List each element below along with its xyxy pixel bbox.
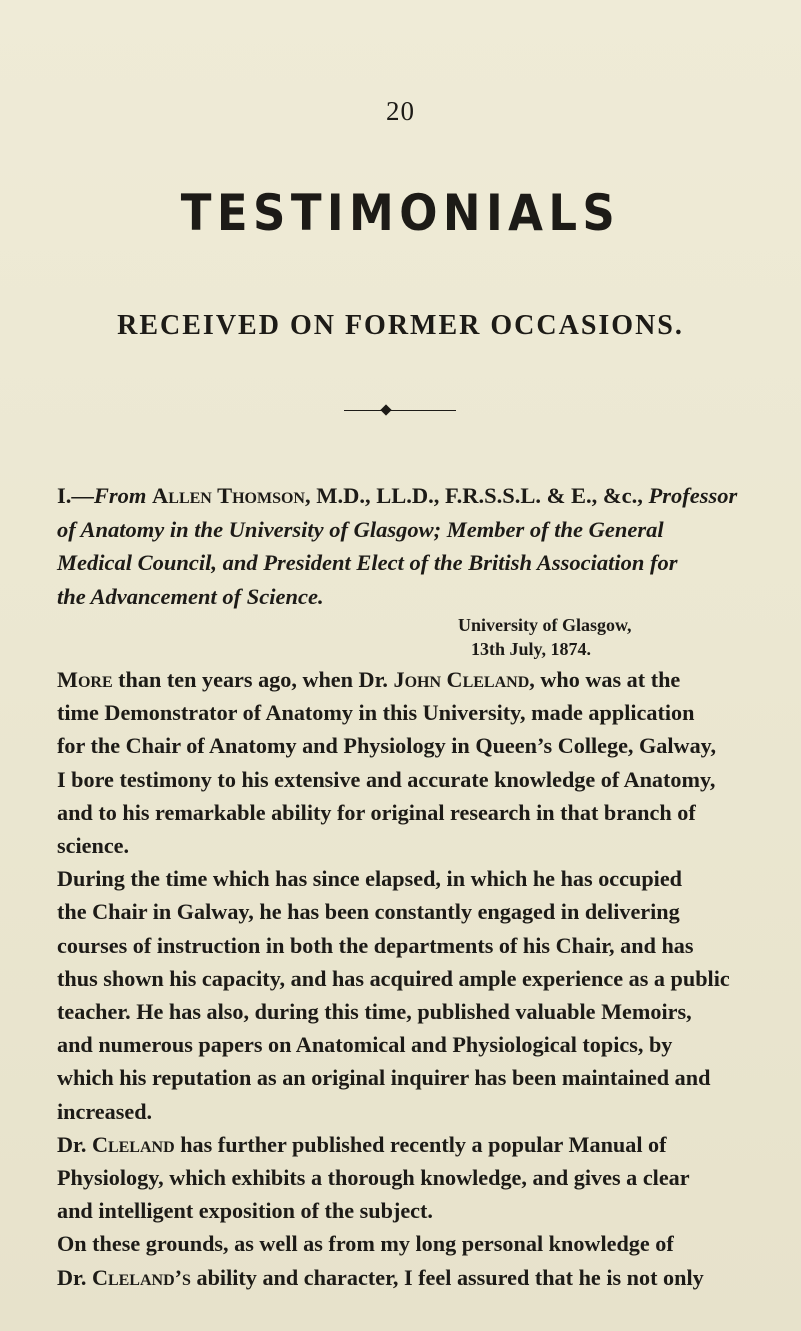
text-line bbox=[57, 1261, 769, 1294]
text-line: and numerous papers on Anatomical and Physiological topics, by bbox=[57, 1032, 673, 1058]
text-line: teacher. He has also, during this time, published valuable Memoirs, bbox=[57, 999, 692, 1025]
text-fragment: Dr. bbox=[57, 1264, 92, 1290]
testimonial-author: Allen Thomson bbox=[152, 483, 305, 508]
page-number: 20 bbox=[386, 96, 415, 126]
text-line: for the Chair of Anatomy and Physiology in Queen’s College, Galway, bbox=[57, 733, 717, 759]
letter-dateline bbox=[458, 613, 758, 661]
text-fragment: , who was at the bbox=[529, 667, 681, 692]
paragraph-lead-word: More bbox=[57, 667, 113, 692]
author-role-line-2: of Anatomy in the University of Glasgow; Member of the General bbox=[57, 516, 664, 542]
divider-ornament bbox=[344, 404, 456, 416]
text-line: and intelligent exposition of the subject. bbox=[57, 1198, 433, 1224]
text-line: and to his remarkable ability for original research in that branch of bbox=[57, 799, 696, 825]
text-line: During the time which has since elapsed, in which he has occupied bbox=[57, 866, 683, 892]
text-fragment: ability and character, I feel assured that he is not only bbox=[190, 1264, 704, 1290]
author-role-line-1: Professor bbox=[642, 483, 738, 508]
text-line: Physiology, which exhibits a thorough knowledge, and gives a clear bbox=[57, 1165, 690, 1191]
person-name: Cleland bbox=[91, 1131, 175, 1157]
paragraph-1 bbox=[57, 663, 769, 862]
letter-date: 13th July, 1874. bbox=[471, 639, 592, 659]
paragraph-3 bbox=[57, 1128, 769, 1228]
text-line: thus shown his capacity, and has acquired ample experience as a public bbox=[57, 965, 730, 991]
text-line: science. bbox=[57, 833, 130, 859]
letter-place: University of Glasgow, bbox=[458, 615, 632, 635]
paragraph-2 bbox=[57, 862, 769, 1128]
author-role-line-4: the Advancement of Science. bbox=[57, 583, 324, 609]
person-name: John Cleland bbox=[393, 667, 530, 692]
diamond-icon bbox=[380, 404, 391, 415]
text-line bbox=[57, 1128, 769, 1161]
page-subtitle: RECEIVED ON FORMER OCCASIONS. bbox=[117, 310, 684, 341]
text-fragment: has further published recently a popular Manual of bbox=[174, 1131, 667, 1157]
text-line: On these grounds, as well as from my long personal knowledge of bbox=[57, 1231, 674, 1257]
from-label: From bbox=[93, 483, 147, 508]
text-line: time Demonstrator of Anatomy in this University, made application bbox=[57, 700, 695, 726]
paragraph-4 bbox=[57, 1227, 769, 1293]
text-fragment: Dr. bbox=[57, 1131, 92, 1157]
text-line: the Chair in Galway, he has been constantly engaged in delivering bbox=[57, 899, 680, 925]
testimonial-body bbox=[57, 663, 769, 1294]
person-name: Cleland’s bbox=[91, 1264, 191, 1290]
text-line: courses of instruction in both the departments of his Chair, and has bbox=[57, 932, 694, 958]
author-credentials: , M.D., LL.D., F.R.S.S.L. & E., &c., bbox=[304, 483, 643, 508]
text-line: which his reputation as an original inquirer has been maintained and bbox=[57, 1065, 711, 1091]
testimonial-number: I.— bbox=[57, 483, 94, 508]
text-line: increased. bbox=[57, 1098, 153, 1124]
divider-line bbox=[344, 410, 456, 411]
text-line bbox=[57, 663, 769, 696]
text-fragment: than ten years ago, when Dr. bbox=[112, 667, 394, 692]
author-role-line-3: Medical Council, and President Elect of the British Association for bbox=[57, 550, 678, 575]
text-line: I bore testimony to his extensive and accurate knowledge of Anatomy, bbox=[57, 766, 716, 792]
testimonial-heading bbox=[57, 479, 769, 613]
page-title: TESTIMONIALS bbox=[180, 184, 621, 242]
